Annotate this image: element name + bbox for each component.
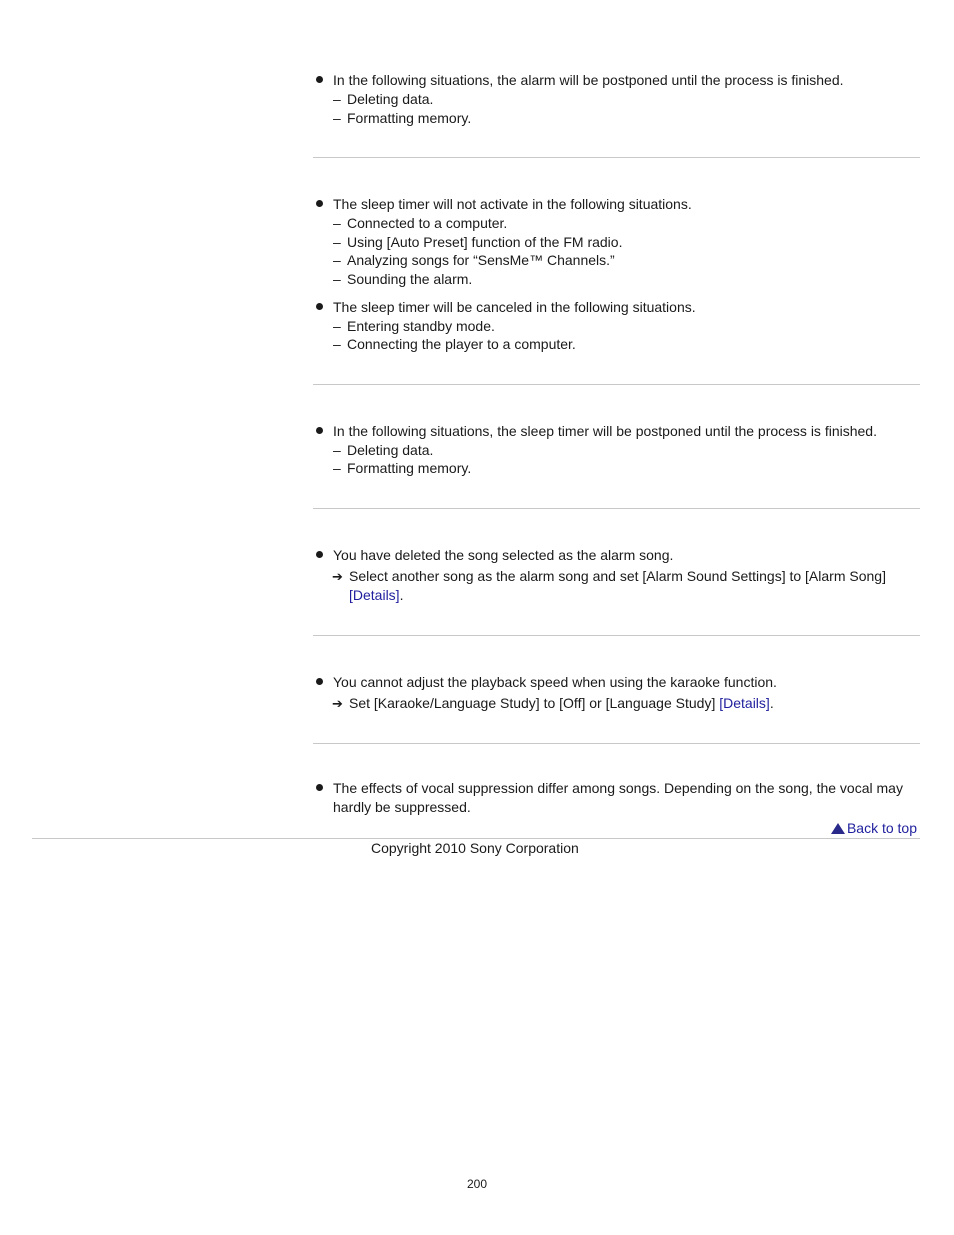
bullet-item: You have deleted the song selected as the alarm song. xyxy=(313,546,920,565)
sub-item: – Formatting memory. xyxy=(333,109,472,126)
bullet-item: In the following situations, the sleep timer will be postponed until the process is finished. xyxy=(313,422,920,441)
bullet-item: You cannot adjust the playback speed when using the karaoke function. xyxy=(313,673,920,692)
dash-icon: – xyxy=(333,215,341,232)
main-content xyxy=(313,71,920,817)
sub-item: – Deleting data. xyxy=(333,91,434,107)
dash-icon: – xyxy=(333,109,341,126)
section-sleep-timer-not-activate xyxy=(313,158,920,384)
details-link[interactable]: [Details] xyxy=(719,694,770,711)
dash-icon: – xyxy=(333,252,341,269)
action-item: ➔ Select another song as the alarm song and set [Alarm Sound Settings] to [Alarm Song] [Details]. xyxy=(332,567,886,603)
dash-icon: – xyxy=(333,441,341,458)
details-link[interactable]: [Details] xyxy=(349,586,400,603)
sub-item: – Deleting data. xyxy=(333,441,434,458)
sub-item: – Sounding the alarm. xyxy=(333,270,473,287)
bullet-item: The sleep timer will be canceled in the following situations. xyxy=(313,298,920,317)
triangle-up-icon xyxy=(831,823,845,834)
dash-icon: – xyxy=(333,336,341,353)
page-number: 200 xyxy=(466,1177,488,1191)
section-alarm-postponed xyxy=(313,71,920,157)
section-alarm-song-deleted xyxy=(313,509,920,635)
footer-divider xyxy=(32,838,920,839)
action-item: ➔ Set [Karaoke/Language Study] to [Off] or [Language Study] [Details]. xyxy=(332,694,774,711)
bullet-item: The effects of vocal suppression differ among songs. Depending on the song, the vocal may hardly be suppressed. xyxy=(313,779,920,817)
sub-item: – Entering standby mode. xyxy=(333,317,495,334)
dash-icon: – xyxy=(333,270,341,287)
section-karaoke-speed xyxy=(313,636,920,743)
arrow-right-icon: ➔ xyxy=(332,695,343,711)
arrow-right-icon: ➔ xyxy=(332,568,343,584)
sub-item: – Using [Auto Preset] function of the FM radio. xyxy=(333,233,623,250)
sub-item: – Analyzing songs for “SensMe™ Channels.” xyxy=(333,252,615,269)
section-vocal-suppression xyxy=(313,744,920,817)
dash-icon: – xyxy=(333,460,341,477)
dash-icon: – xyxy=(333,91,341,107)
bullet-item: In the following situations, the alarm will be postponed until the process is finished. xyxy=(313,71,920,90)
sub-item: – Formatting memory. xyxy=(333,460,472,477)
sub-item: – Connected to a computer. xyxy=(333,215,508,232)
section-sleep-timer-postponed xyxy=(313,385,920,508)
sub-item: – Connecting the player to a computer. xyxy=(333,336,576,353)
dash-icon: – xyxy=(333,233,341,250)
copyright: Copyright 2010 Sony Corporation xyxy=(371,840,579,856)
dash-icon: – xyxy=(333,317,341,334)
back-to-top-link[interactable]: Back to top xyxy=(831,819,917,837)
bullet-item: The sleep timer will not activate in the following situations. xyxy=(313,195,920,214)
